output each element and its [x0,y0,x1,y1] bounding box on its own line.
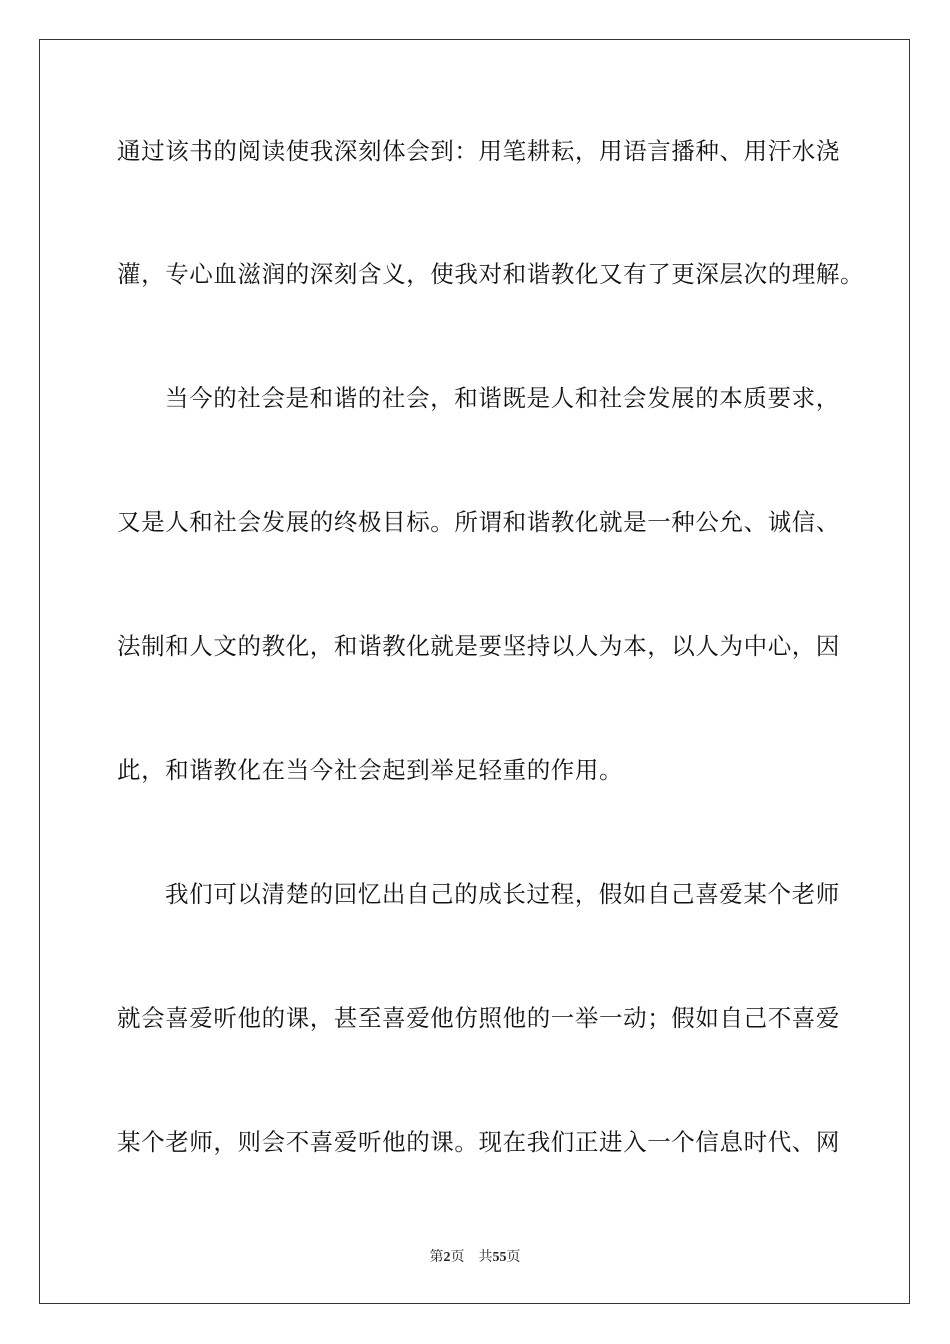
body-text-line: 就会喜爱听他的课，甚至喜爱他仿照他的一举一动；假如自己不喜爱 [117,1004,840,1032]
body-text-line: 通过该书的阅读使我深刻体会到：用笔耕耘，用语言播种、用汗水浇 [117,137,840,165]
paragraph-start-line: 当今的社会是和谐的社会，和谐既是人和社会发展的本质要求， [165,384,840,412]
total-pages: 55 [492,1250,507,1265]
page-prefix: 第 [429,1249,444,1265]
page-footer [0,1248,950,1267]
body-text-line: 此，和谐教化在当今社会起到举足轻重的作用。 [117,756,624,784]
total-prefix: 共 [478,1249,493,1265]
body-text-line: 某个老师，则会不喜爱听他的课。现在我们正进入一个信息时代、网 [117,1128,840,1156]
body-text-line: 法制和人文的教化，和谐教化就是要坚持以人为本，以人为中心，因 [117,632,840,660]
page-border [39,39,910,1304]
total-suffix: 页 [506,1249,521,1265]
page-suffix: 页 [450,1249,465,1265]
body-text-line: 又是人和社会发展的终极目标。所谓和谐教化就是一种公允、诚信、 [117,508,840,536]
paragraph-start-line: 我们可以清楚的回忆出自己的成长过程，假如自己喜爱某个老师 [165,880,840,908]
body-text-line: 灌，专心血滋润的深刻含义，使我对和谐教化又有了更深层次的理解。 [117,260,865,288]
page-number: 2 [443,1250,451,1265]
